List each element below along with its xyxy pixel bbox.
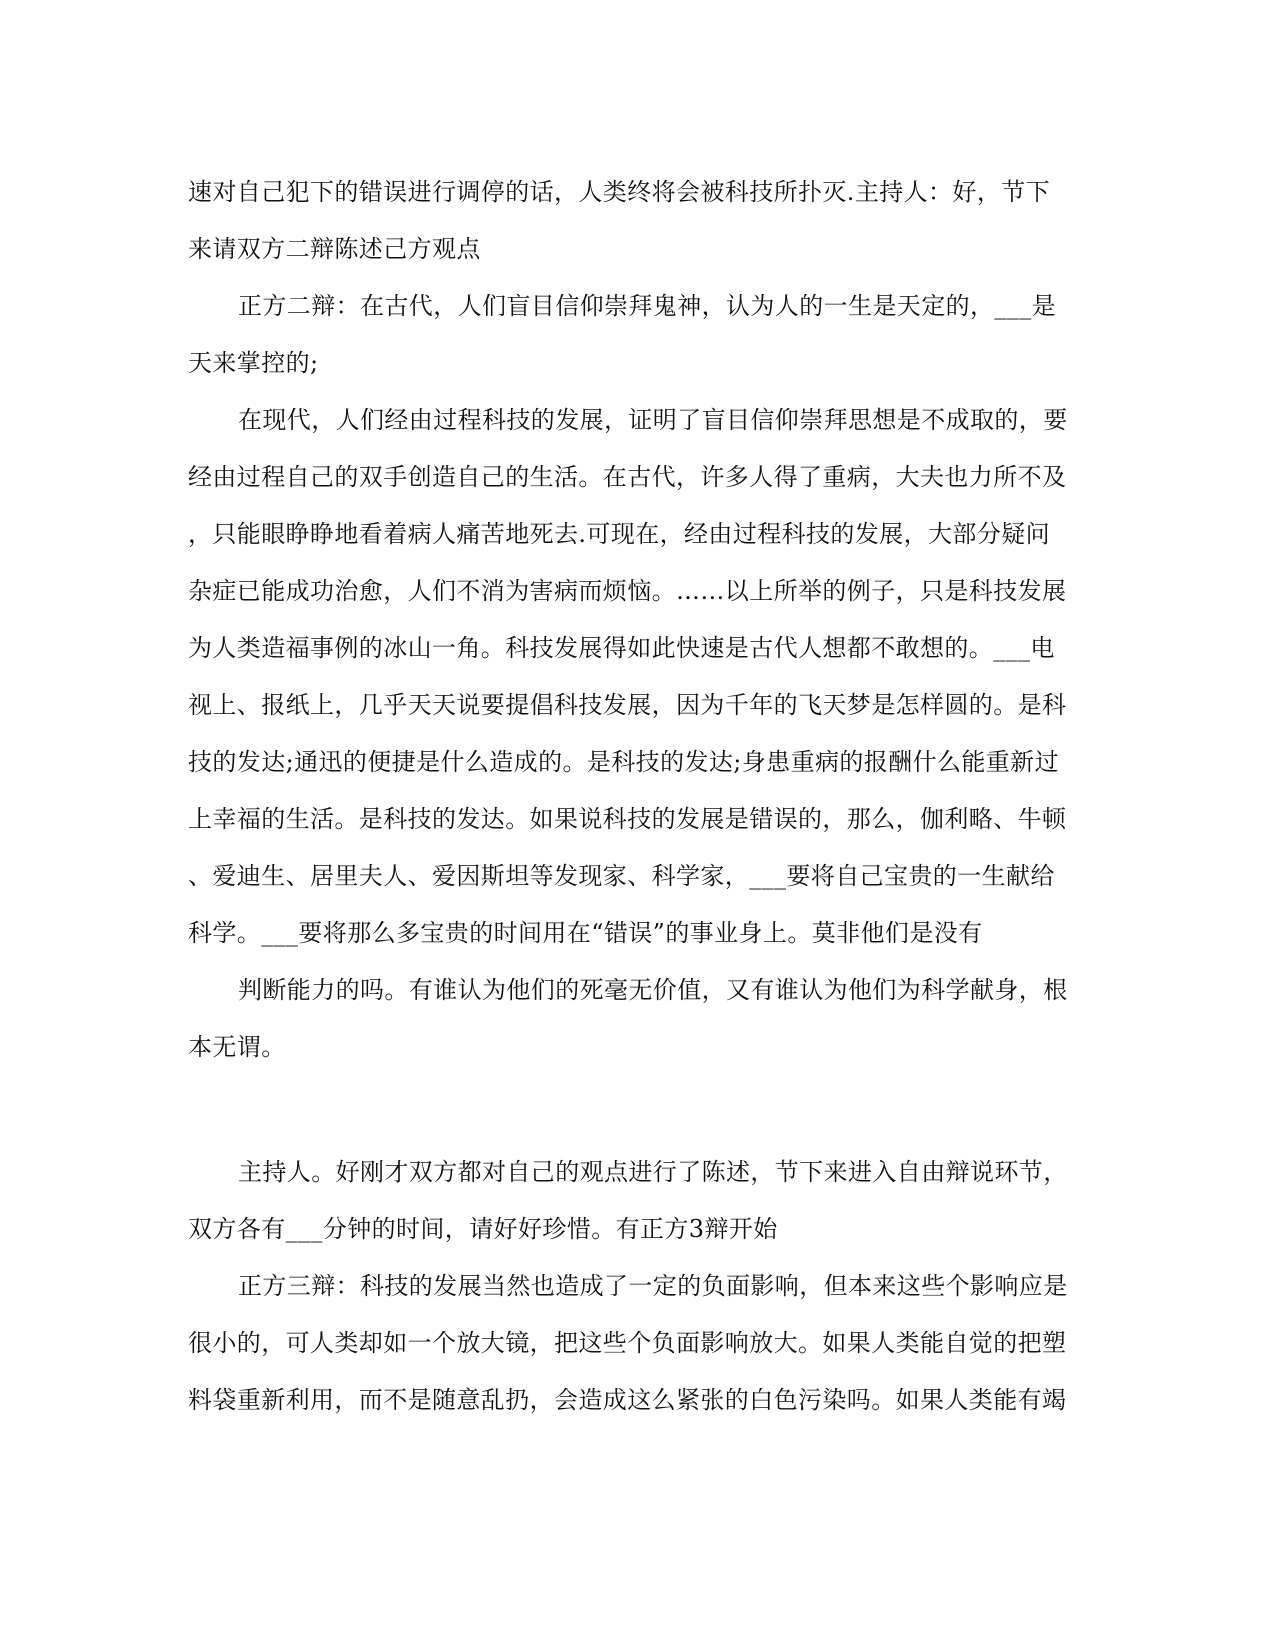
text-line: 主持人。好刚才双方都对自己的观点进行了陈述，节下来进入自由辩说环节， [238, 1158, 1068, 1186]
text-line: 双方各有___分钟的时间，请好好珍惜。有正方3辩开始 [188, 1215, 778, 1243]
text-line: 科学。___要将那么多宝贵的时间用在“错误”的事业身上。莫非他们是没有 [188, 919, 983, 947]
text-line: 技的发达;通迅的便捷是什么造成的。是科技的发达;身患重病的报酬什么能重新过 [188, 748, 1059, 776]
text-line: 在现代，人们经由过程科技的发展，证明了盲目信仰崇拜思想是不成取的，要 [238, 406, 1068, 434]
text-line: 上幸福的生活。是科技的发达。如果说科技的发展是错误的，那么，伽利略、牛顿 [188, 805, 1067, 833]
text-line: 速对自己犯下的错误进行调停的话，人类终将会被科技所扑灭.主持人：好，节下 [188, 178, 1051, 206]
text-line: 经由过程自己的双手创造自己的生活。在古代，许多人得了重病，大夫也力所不及 [188, 463, 1067, 491]
body-text-section-1 [188, 164, 1088, 1076]
text-line: 本无谓。 [188, 1033, 286, 1061]
text-line: 杂症已能成功治愈，人们不消为害病而烦恼。……以上所举的例子，只是科技发展 [188, 577, 1067, 605]
text-line: 判断能力的吗。有谁认为他们的死毫无价值，又有谁认为他们为科学献身，根 [238, 976, 1068, 1004]
text-line: ，只能眼睁睁地看着病人痛苦地死去.可现在，经由过程科技的发展，大部分疑问 [188, 520, 1051, 548]
text-line: 很小的，可人类却如一个放大镜，把这些个负面影响放大。如果人类能自觉的把塑 [188, 1329, 1067, 1357]
body-text-section-2 [188, 1144, 1088, 1429]
text-line: 料袋重新利用，而不是随意乱扔，会造成这么紧张的白色污染吗。如果人类能有竭 [188, 1386, 1067, 1414]
text-line: 正方二辩：在古代，人们盲目信仰崇拜鬼神，认为人的一生是天定的，___是 [238, 292, 1056, 320]
text-line: 天来掌控的; [188, 349, 319, 377]
text-line: 为人类造福事例的冰山一角。科技发展得如此快速是古代人想都不敢想的。___电 [188, 634, 1055, 662]
text-line: 来请双方二辩陈述己方观点 [188, 235, 481, 263]
text-line: 正方三辩：科技的发展当然也造成了一定的负面影响，但本来这些个影响应是 [238, 1272, 1068, 1300]
text-line: 、爱迪生、居里夫人、爱因斯坦等发现家、科学家，___要将自己宝贵的一生献给 [188, 862, 1055, 890]
text-line: 视上、报纸上，几乎天天说要提倡科技发展，因为千年的飞天梦是怎样圆的。是科 [188, 691, 1067, 719]
